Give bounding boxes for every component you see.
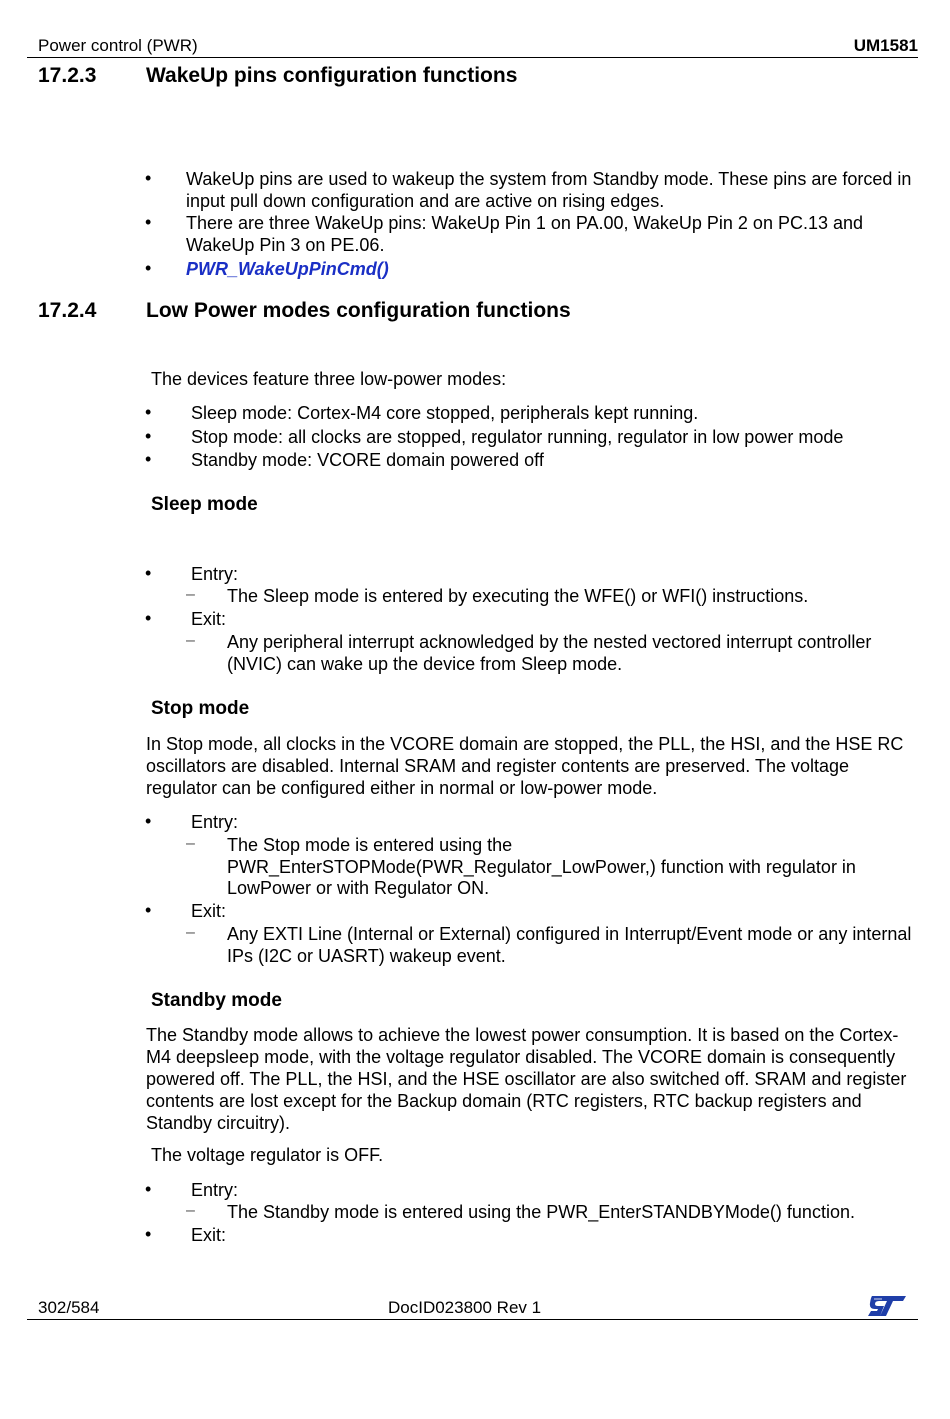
standby-mode-heading: Standby mode [151, 990, 282, 1011]
sleep-exit-label: Exit: [191, 609, 227, 629]
standby-entry-label: Entry: [191, 1180, 239, 1200]
standby-regulator-note: The voltage regulator is OFF. [151, 1145, 384, 1165]
bullet-icon: • [145, 900, 152, 920]
mode-standby-item: Standby mode: VCORE domain powered off [191, 450, 544, 470]
stop-exit-label: Exit: [191, 901, 227, 921]
bullet-icon: • [145, 168, 152, 188]
bullet-icon: • [145, 563, 152, 583]
stop-exit-text: Any EXTI Line (Internal or External) configured in Interrupt/Event mode or any internal IPs (I2C or UASRT) wakeup event. [227, 924, 912, 966]
running-header-title: Power control (PWR) [38, 36, 198, 55]
section-title: Low Power modes configuration functions [146, 299, 571, 322]
st-logo-icon [866, 1294, 908, 1318]
bullet-icon: • [145, 608, 152, 628]
stop-entry-label: Entry: [191, 812, 239, 832]
standby-entry-text: The Standby mode is entered using the PWR_EnterSTANDBYMode() function. [227, 1202, 855, 1222]
sleep-entry-label: Entry: [191, 564, 239, 584]
bullet-icon: • [145, 811, 152, 831]
wakeup-bullet-2: There are three WakeUp pins: WakeUp Pin 1 on PA.00, WakeUp Pin 2 on PC.13 and WakeUp Pin 3 on PE.06. [186, 213, 864, 255]
stop-entry-text-line-2: PWR_EnterSTOPMode(PWR_Regulator_LowPower,) function with regulator in [227, 857, 856, 877]
document-id-header: UM1581 [853, 36, 918, 55]
page-number: 302/584 [38, 1298, 100, 1317]
sleep-exit-text: Any peripheral interrupt acknowledged by the nested vectored interrupt controller (NVIC) can wake up the device from Sleep mode. [227, 632, 872, 674]
footer-rule [27, 1319, 918, 1320]
dash-icon: – [186, 632, 195, 649]
document-revision: DocID023800 Rev 1 [388, 1298, 542, 1317]
stop-entry-text-line-3: LowPower or with Regulator ON. [227, 878, 490, 898]
wakeup-bullet-1: WakeUp pins are used to wakeup the system from Standby mode. These pins are forced in input pull down configuration and are active on rising edges. [186, 169, 912, 211]
section-title: WakeUp pins configuration functions [146, 64, 518, 87]
dash-icon: – [186, 1202, 195, 1219]
bullet-icon: • [145, 426, 152, 446]
sleep-mode-heading: Sleep mode [151, 494, 258, 515]
dash-icon: – [186, 586, 195, 603]
dash-icon: – [186, 924, 195, 941]
low-power-intro: The devices feature three low-power modes: [151, 369, 507, 389]
wakeup-pin-cmd-link[interactable]: PWR_WakeUpPinCmd() [186, 259, 389, 279]
header-rule [27, 57, 918, 58]
standby-mode-description: The Standby mode allows to achieve the lowest power consumption. It is based on the Cortex-M4 deepsleep mode, with the voltage regulator disabled. The VCORE domain is consequently powered off. The PLL, the HSI, and the HSE oscillator are also switched off. SRAM and register contents are lost except for the Backup domain (RTC registers, RTC backup registers and Standby circuitry). [146, 1025, 907, 1133]
section-number: 17.2.3 [38, 64, 97, 87]
mode-sleep-item: Sleep mode: Cortex-M4 core stopped, peripherals kept running. [191, 403, 699, 423]
stop-entry-text-line-1: The Stop mode is entered using the [227, 835, 513, 855]
bullet-icon: • [145, 1224, 152, 1244]
bullet-icon: • [145, 258, 152, 278]
bullet-icon: • [145, 402, 152, 422]
mode-stop-item: Stop mode: all clocks are stopped, regulator running, regulator in low power mode [191, 427, 844, 447]
standby-exit-label: Exit: [191, 1225, 227, 1245]
sleep-entry-text: The Sleep mode is entered by executing the WFE() or WFI() instructions. [227, 586, 809, 606]
stop-mode-description: In Stop mode, all clocks in the VCORE domain are stopped, the PLL, the HSI, and the HSE RC oscillators are disabled. Internal SRAM and register contents are preserved. The voltage regulator can be configured either in normal or low-power mode. [146, 734, 904, 798]
bullet-icon: • [145, 1179, 152, 1199]
bullet-icon: • [145, 212, 152, 232]
stop-mode-heading: Stop mode [151, 698, 250, 719]
section-number: 17.2.4 [38, 299, 97, 322]
bullet-icon: • [145, 449, 152, 469]
dash-icon: – [186, 835, 195, 852]
